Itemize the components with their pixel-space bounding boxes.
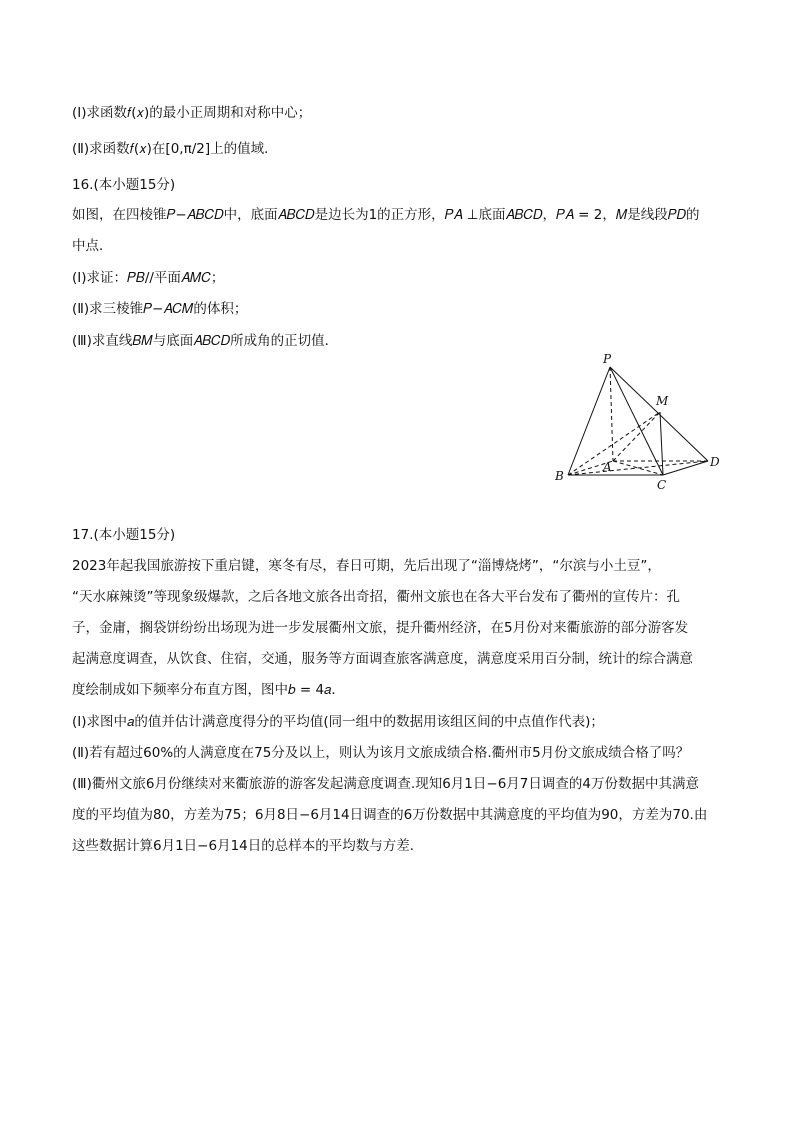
- q15-part1: (Ⅰ)求函数𝑓(𝑥)的最小正周期和对称中心；: [72, 105, 312, 121]
- pyramid-figure: [545, 350, 730, 495]
- label-B: B: [555, 469, 564, 483]
- q17-heading: 17.(本小题15分): [72, 527, 176, 543]
- q17-stem-line3: 子，金庸，搁袋饼纷纷出场现为进一步发展衢州文旅，提升衢州经济，在5月份对来衢旅游的部分游客发: [72, 620, 689, 636]
- q17-stem-line4: 起满意度调查，从饮食、住宿，交通，服务等方面调查旅客满意度，满意度采用百分制，统计的综合满意: [72, 651, 693, 667]
- edge-PA: [610, 367, 613, 461]
- q17-part3-line2: 度的平均值为80，方差为75；6月8日−6月14日调查的6万份数据中其满意度的平均值为90，方差为70.由: [72, 807, 708, 823]
- q16-part3: (Ⅲ)求直线𝐵𝑀与底面𝐴𝐵𝐶𝐷所成角的正切值．: [72, 333, 339, 349]
- label-A: A: [603, 460, 612, 474]
- q17-part3-line1: (Ⅲ)衢州文旅6月份继续对来衢旅游的游客发起满意度调查.现知6月1日−6月7日调查的4万份数据中其满意: [72, 776, 699, 792]
- label-P: P: [603, 352, 612, 366]
- edge-PC: [610, 367, 663, 475]
- q16-heading: 16.(本小题15分): [72, 177, 176, 193]
- q15-part2: (Ⅱ)求函数𝑓(𝑥)在[0,π/2]上的值域．: [72, 141, 278, 157]
- q16-stem-line1: 如图，在四棱锥𝑃−𝐴𝐵𝐶𝐷中，底面𝐴𝐵𝐶𝐷是边长为1的正方形，𝑃𝐴 ⊥底面𝐴𝐵𝐶𝐷，𝑃𝐴 = 2，𝑀是线段𝑃𝐷的: [72, 207, 700, 223]
- label-M: M: [656, 394, 669, 408]
- q17-part1: (Ⅰ)求图中𝑎的值并估计满意度得分的平均值(同一组中的数据用该组区间的中点值作代表)；: [72, 714, 604, 730]
- edge-BM: [568, 412, 660, 475]
- q17-stem-line5: 度绘制成如下频率分布直方图，图中𝑏 = 4𝑎．: [72, 682, 345, 698]
- q16-part1: (Ⅰ)求证：𝑃𝐵//平面𝐴𝑀𝐶；: [72, 270, 225, 286]
- label-D: D: [710, 455, 720, 469]
- edge-PD: [610, 367, 708, 461]
- label-C: C: [657, 478, 667, 492]
- edge-CD: [663, 461, 708, 475]
- pyramid-diagram: [545, 350, 730, 495]
- q16-stem-line2: 中点．: [72, 238, 113, 254]
- q17-part3-line3: 这些数据计算6月1日−6月14日的总样本的平均数与方差．: [72, 838, 424, 854]
- q17-stem-line2: “天水麻辣烫”等现象级爆款，之后各地文旅各出奇招，衢州文旅也在各大平台发布了衢州的宣传片：孔: [72, 589, 680, 605]
- q16-part2: (Ⅱ)求三棱锥𝑃−𝐴𝐶𝑀的体积；: [72, 301, 248, 317]
- edge-PB: [568, 367, 610, 475]
- q17-stem-line1: 2023年起我国旅游按下重启键，寒冬有尽，春日可期，先后出现了“淄博烧烤”，“尔滨与小土豆”，: [72, 558, 661, 574]
- q17-part2: (Ⅱ)若有超过60%的人满意度在75分及以上，则认为该月文旅成绩合格.衢州市5月份文旅成绩合格了吗？: [72, 745, 690, 761]
